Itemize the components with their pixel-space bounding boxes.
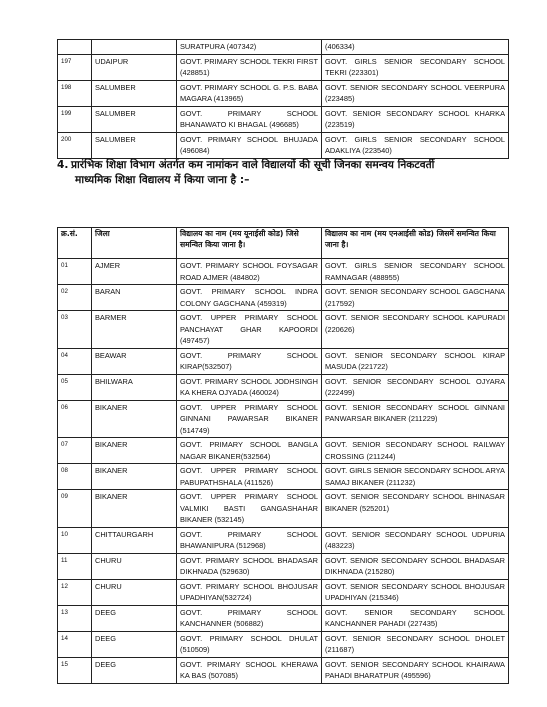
table-row xyxy=(58,132,509,158)
primary-school-cell: GOVT. UPPER PRIMARY SCHOOL PANCHAYAT GHAR KAPOORDI (497457) xyxy=(177,311,322,349)
table-row xyxy=(58,374,509,400)
row-number: 13 xyxy=(58,605,92,631)
row-number: 04 xyxy=(58,348,92,374)
district-cell: SALUMBER xyxy=(92,132,177,158)
row-number: 03 xyxy=(58,311,92,349)
secondary-school-cell: (406334) xyxy=(322,40,509,55)
district-cell: BARAN xyxy=(92,285,177,311)
primary-school-cell: GOVT. PRIMARY SCHOOL JODHSINGH KA KHERA OJYADA (460024) xyxy=(177,374,322,400)
primary-school-cell: GOVT. PRIMARY SCHOOL BHADASAR DIKHNADA (529630) xyxy=(177,553,322,579)
row-number: 01 xyxy=(58,259,92,285)
section-title-line-2: माध्यमिक शिक्षा विद्यालय में किया जाना है :– xyxy=(75,174,250,186)
secondary-school-cell: GOVT. SENIOR SECONDARY SCHOOL BHADASAR DIKHNADA (215280) xyxy=(322,553,509,579)
table-row xyxy=(58,605,509,631)
primary-school-cell: GOVT. PRIMARY SCHOOL BHUJADA (496084) xyxy=(177,132,322,158)
secondary-school-cell: GOVT. SENIOR SECONDARY SCHOOL UDPURIA (483223) xyxy=(322,527,509,553)
secondary-school-cell: GOVT. SENIOR SECONDARY SCHOOL KHARKA (223519) xyxy=(322,106,509,132)
row-number: 197 xyxy=(58,54,92,80)
secondary-school-cell: GOVT. SENIOR SECONDARY SCHOOL BHOJUSAR UPADHIYAN (215346) xyxy=(322,579,509,605)
district-cell: SALUMBER xyxy=(92,80,177,106)
primary-school-cell: GOVT. PRIMARY SCHOOL G. P.S. BABA MAGARA (413965) xyxy=(177,80,322,106)
secondary-school-cell: GOVT. SENIOR SECONDARY SCHOOL KIRAP MASUDA (221722) xyxy=(322,348,509,374)
district-cell: UDAIPUR xyxy=(92,54,177,80)
district-cell: DEEG xyxy=(92,657,177,683)
table-row xyxy=(58,490,509,528)
primary-school-cell: GOVT. PRIMARY SCHOOL DHULAT (510509) xyxy=(177,631,322,657)
table-row xyxy=(58,527,509,553)
row-number: 12 xyxy=(58,579,92,605)
primary-school-cell: GOVT. PRIMARY SCHOOL KHERAWA KA BAS (507085) xyxy=(177,657,322,683)
district-cell: BIKANER xyxy=(92,400,177,438)
secondary-school-cell: GOVT. SENIOR SECONDARY SCHOOL GINNANI PANWARSAR BIKANER (211229) xyxy=(322,400,509,438)
primary-school-cell: GOVT. PRIMARY SCHOOL BHAWANIPURA (512968) xyxy=(177,527,322,553)
section-heading xyxy=(57,158,512,188)
row-number: 09 xyxy=(58,490,92,528)
district-cell: CHURU xyxy=(92,553,177,579)
table-row xyxy=(58,40,509,55)
primary-school-cell: GOVT. PRIMARY SCHOOL BANGLA NAGAR BIKANER(532564) xyxy=(177,438,322,464)
district-cell: DEEG xyxy=(92,631,177,657)
district-cell: DEEG xyxy=(92,605,177,631)
secondary-school-cell: GOVT. SENIOR SECONDARY SCHOOL KHAIRAWA PAHADI BHARATPUR (495596) xyxy=(322,657,509,683)
row-number: 08 xyxy=(58,464,92,490)
row-number xyxy=(58,40,92,55)
district-cell xyxy=(92,40,177,55)
table-row xyxy=(58,657,509,683)
row-number: 07 xyxy=(58,438,92,464)
section-title-line-1: प्रारंभिक शिक्षा विभाग अंतर्गत कम नामांकन वाले विद्यालयों की सूची जिनका समन्वय निकटवर्ती xyxy=(71,159,435,171)
secondary-school-cell: GOVT. SENIOR SECONDARY SCHOOL GAGCHANA (217592) xyxy=(322,285,509,311)
row-number: 199 xyxy=(58,106,92,132)
district-cell: BIKANER xyxy=(92,464,177,490)
secondary-school-cell: GOVT. SENIOR SECONDARY SCHOOL OJYARA (222499) xyxy=(322,374,509,400)
primary-school-cell: GOVT. PRIMARY SCHOOL FOYSAGAR ROAD AJMER (484802) xyxy=(177,259,322,285)
table-row xyxy=(58,400,509,438)
table-row xyxy=(58,631,509,657)
secondary-school-cell: GOVT. SENIOR SECONDARY SCHOOL VEERPURA (223485) xyxy=(322,80,509,106)
secondary-school-cell: GOVT. SENIOR SECONDARY SCHOOL BHINASAR BIKANER (525201) xyxy=(322,490,509,528)
table-row xyxy=(58,348,509,374)
secondary-school-cell: GOVT. GIRLS SENIOR SECONDARY SCHOOL ARYA SAMAJ BIKANER (211232) xyxy=(322,464,509,490)
primary-school-cell: GOVT. UPPER PRIMARY SCHOOL GINNANI PAWARSAR BIKANER (514749) xyxy=(177,400,322,438)
secondary-school-cell: GOVT. SENIOR SECONDARY SCHOOL DHOLET (211687) xyxy=(322,631,509,657)
district-cell: BARMER xyxy=(92,311,177,349)
table-row xyxy=(58,438,509,464)
table-row xyxy=(58,311,509,349)
district-cell: CHURU xyxy=(92,579,177,605)
primary-school-cell: GOVT. PRIMARY SCHOOL BHOJUSAR UPADHIYAN(532724) xyxy=(177,579,322,605)
table-row xyxy=(58,80,509,106)
primary-school-cell: GOVT. UPPER PRIMARY SCHOOL PABUPATHSHALA (411526) xyxy=(177,464,322,490)
table-row xyxy=(58,106,509,132)
secondary-school-cell: GOVT. GIRLS SENIOR SECONDARY SCHOOL ADAKLIYA (223540) xyxy=(322,132,509,158)
row-number: 200 xyxy=(58,132,92,158)
row-number: 06 xyxy=(58,400,92,438)
district-cell: BIKANER xyxy=(92,438,177,464)
header-serial-number: क्र.सं. xyxy=(58,228,92,259)
low-enrollment-school-table xyxy=(57,227,509,684)
row-number: 10 xyxy=(58,527,92,553)
table-row xyxy=(58,54,509,80)
primary-school-cell: GOVT. PRIMARY SCHOOL TEKRI FIRST (428851) xyxy=(177,54,322,80)
table-header-row xyxy=(58,228,509,259)
district-cell: BIKANER xyxy=(92,490,177,528)
primary-school-cell: GOVT. PRIMARY SCHOOL BHANAWATO KI BHAGAL (496685) xyxy=(177,106,322,132)
table-row xyxy=(58,259,509,285)
secondary-school-cell: GOVT. GIRLS SENIOR SECONDARY SCHOOL TEKRI (223301) xyxy=(322,54,509,80)
primary-school-cell: SURATPURA (407342) xyxy=(177,40,322,55)
table-row xyxy=(58,285,509,311)
row-number: 198 xyxy=(58,80,92,106)
secondary-school-cell: GOVT. SENIOR SECONDARY SCHOOL RAILWAY CROSSING (211244) xyxy=(322,438,509,464)
secondary-school-cell: GOVT. GIRLS SENIOR SECONDARY SCHOOL RAMNAGAR (488955) xyxy=(322,259,509,285)
row-number: 05 xyxy=(58,374,92,400)
secondary-school-cell: GOVT. SENIOR SECONDARY SCHOOL KANCHANNER PAHADI (227435) xyxy=(322,605,509,631)
header-secondary-school: विद्यालय का नाम (मय एनआईसी कोड) जिसमें समन्वित किया जाना है। xyxy=(322,228,509,259)
row-number: 15 xyxy=(58,657,92,683)
row-number: 14 xyxy=(58,631,92,657)
table-row xyxy=(58,553,509,579)
primary-school-cell: GOVT. PRIMARY SCHOOL KANCHANNER (506882) xyxy=(177,605,322,631)
district-cell: BEAWAR xyxy=(92,348,177,374)
row-number: 11 xyxy=(58,553,92,579)
primary-school-cell: GOVT. PRIMARY SCHOOL KIRAP(532507) xyxy=(177,348,322,374)
header-district: जिला xyxy=(92,228,177,259)
district-cell: SALUMBER xyxy=(92,106,177,132)
continued-school-table xyxy=(57,39,509,159)
section-number: 4. xyxy=(57,159,69,171)
header-primary-school: विद्यालय का नाम (मय यूनाईसी कोड) जिसे समन्वित किया जाना है। xyxy=(177,228,322,259)
table-row xyxy=(58,579,509,605)
district-cell: BHILWARA xyxy=(92,374,177,400)
row-number: 02 xyxy=(58,285,92,311)
secondary-school-cell: GOVT. SENIOR SECONDARY SCHOOL KAPURADI (220626) xyxy=(322,311,509,349)
district-cell: AJMER xyxy=(92,259,177,285)
primary-school-cell: GOVT. UPPER PRIMARY SCHOOL VALMIKI BASTI GANGASHAHAR BIKANER (532145) xyxy=(177,490,322,528)
district-cell: CHITTAURGARH xyxy=(92,527,177,553)
table-row xyxy=(58,464,509,490)
primary-school-cell: GOVT. PRIMARY SCHOOL INDRA COLONY GAGCHANA (459319) xyxy=(177,285,322,311)
